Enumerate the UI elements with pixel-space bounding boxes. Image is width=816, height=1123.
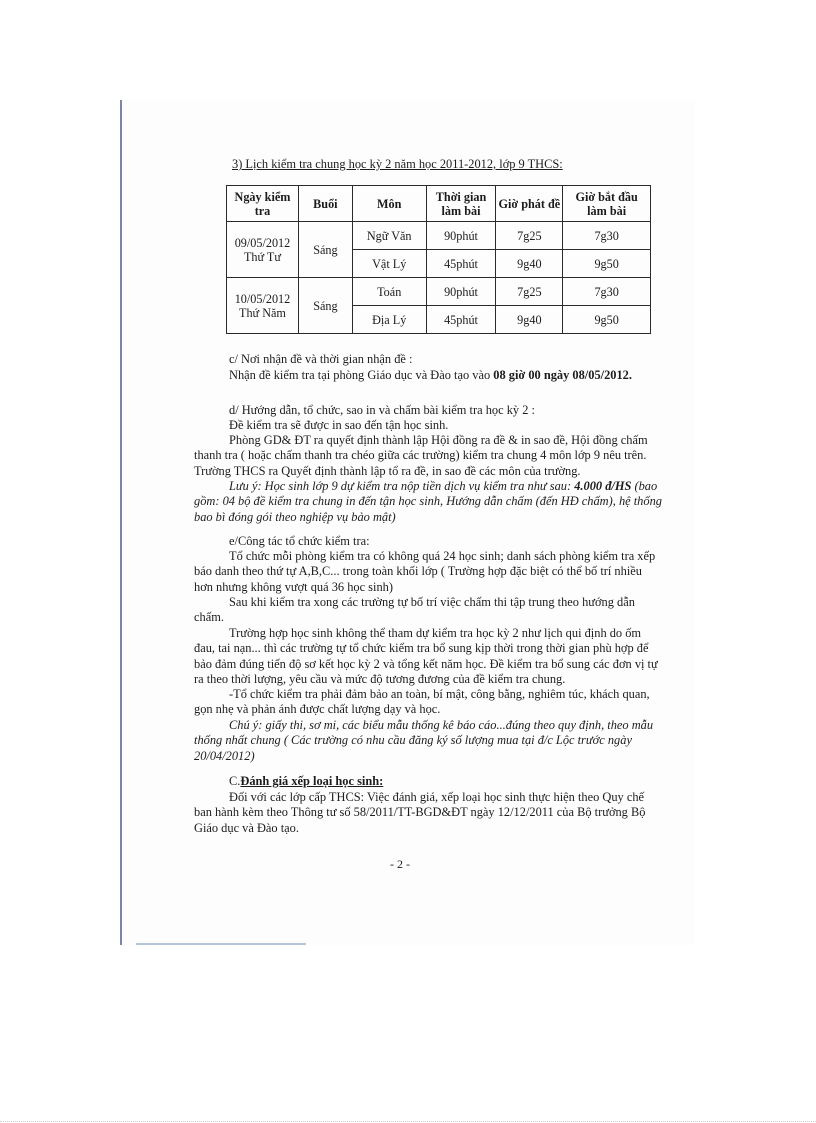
start-cell: 9g50 bbox=[563, 250, 651, 278]
date-value: 10/05/2012 bbox=[234, 291, 291, 306]
section-c2-prefix: C. bbox=[229, 774, 241, 788]
subject-cell: Toán bbox=[352, 278, 426, 306]
col-header-subject: Môn bbox=[352, 186, 426, 222]
section-d-heading: d/ Hướng dẫn, tổ chức, sao in và chấm bài kiểm tra học kỳ 2 : bbox=[229, 403, 535, 417]
date-cell bbox=[227, 222, 299, 278]
col-header-handout: Giờ phát đề bbox=[496, 186, 563, 222]
start-cell: 9g50 bbox=[563, 306, 651, 334]
section-e-p1: Tổ chức mỗi phòng kiểm tra có không quá 24 học sinh; danh sách phòng kiểm tra xếp báo danh theo thứ tự A,B,C... trong toàn khối lớp ( Trường hợp đặc biệt có thể bố trí nhiều hơn nhưng không vượt quá 36 học sinh) bbox=[194, 549, 656, 594]
section-e-heading: e/Công tác tổ chức kiểm tra: bbox=[229, 534, 370, 548]
section-d-paragraph: Phòng GD& ĐT ra quyết định thành lập Hội đồng ra đề & in sao đề, Hội đồng chấm thanh tra ( hoặc chấm thanh tra chéo giữa các trường) kiểm tra chung 4 môn lớp 9 nêu trên. Trường THCS ra Quyết định thành lập tổ ra đề, in sao đề các môn của trường. bbox=[194, 433, 648, 478]
section-e-note: Chú ý: giấy thi, sơ mi, các biểu mẫu thống kê báo cáo...đúng theo quy định, theo mẫu thống nhất chung ( Các trường có nhu cầu đăng ký số lượng mua tại đ/c Lộc trước ngày 20/04/2012) bbox=[194, 718, 654, 763]
date-cell bbox=[227, 278, 299, 334]
page-number: - 2 - bbox=[390, 857, 410, 871]
weekday-value: Thứ Tư bbox=[243, 249, 281, 264]
start-cell: 7g30 bbox=[563, 222, 651, 250]
section-c2-heading bbox=[229, 774, 659, 789]
section-d-note bbox=[194, 479, 662, 525]
bottom-dotted-line bbox=[0, 1121, 816, 1122]
table-row bbox=[227, 278, 651, 306]
section-e-p2: Sau khi kiểm tra xong các trường tự bố trí việc chấm thi tập trung theo hướng dẫn chấm. bbox=[194, 595, 635, 625]
section-e-p4: -Tổ chức kiểm tra phải đảm bảo an toàn, bí mật, công bằng, nghiêm túc, khách quan, gọn nhẹ và phản ánh được chất lượng dạy và học. bbox=[194, 687, 650, 717]
col-header-start: Giờ bắt đầu làm bài bbox=[563, 186, 651, 222]
section-c-heading: c/ Nơi nhận đề và thời gian nhận đề : bbox=[229, 352, 413, 366]
section-e-p3: Trường hợp học sinh không thể tham dự kiểm tra học kỳ 2 như lịch qui định do ốm đau, tai nạn... thì các trường tự tổ chức kiểm tra bổ sung kịp thời trong thời gian phù hợp để bảo đảm đúng tiến độ sơ kết học kỳ 2 và tổng kết năm học. Đề kiểm tra bổ sung các đơn vị tự ra theo thời lượng, yêu cầu và mức độ tương đương của đề kiểm tra chung. bbox=[194, 626, 658, 686]
section-c-text-bold: 08 giờ 00 ngày 08/05/2012. bbox=[493, 368, 632, 382]
duration-cell: 90phút bbox=[426, 222, 496, 250]
start-cell: 7g30 bbox=[563, 278, 651, 306]
col-header-date: Ngày kiểm tra bbox=[227, 186, 299, 222]
page-edge-bottom bbox=[136, 943, 306, 945]
session-cell: Sáng bbox=[298, 222, 352, 278]
duration-cell: 45phút bbox=[426, 306, 496, 334]
section-c-text-plain: Nhận đề kiểm tra tại phòng Giáo dục và Đào tạo vào bbox=[229, 368, 494, 382]
handout-cell: 9g40 bbox=[496, 250, 563, 278]
section-c2-p1: Đối với các lớp cấp THCS: Việc đánh giá, xếp loại học sinh thực hiện theo Quy chế ban hành kèm theo Thông tư số 58/2011/TT-BGD&ĐT ngày 12/12/2011 của Bộ trưởng Bộ Giáo dục và Đào tạo. bbox=[194, 790, 646, 835]
section-d-note-rest: (bao gồm: 04 bộ đề kiểm tra chung in đến tận học sinh, Hướng dẫn chấm (đến HĐ chấm), hệ thống bao bì đóng gói theo nghiệp vụ bảo mật) bbox=[194, 479, 662, 524]
table-row bbox=[227, 222, 651, 250]
handout-cell: 9g40 bbox=[496, 306, 563, 334]
page-edge-left bbox=[120, 100, 122, 945]
section-d-note-plain: Lưu ý: Học sinh lớp 9 dự kiểm tra nộp tiền dịch vụ kiểm tra như sau: bbox=[229, 479, 575, 493]
subject-cell: Vật Lý bbox=[352, 250, 426, 278]
section-c-text bbox=[229, 368, 669, 383]
section-d-note-bold: 4.000 đ/HS bbox=[574, 479, 632, 493]
duration-cell: 90phút bbox=[426, 278, 496, 306]
col-header-session: Buổi bbox=[298, 186, 352, 222]
section-d-line1: Đề kiểm tra sẽ được in sao đến tận học sinh. bbox=[229, 418, 449, 432]
schedule-title: 3) Lịch kiểm tra chung học kỳ 2 năm học 2011-2012, lớp 9 THCS: bbox=[232, 157, 563, 171]
weekday-value: Thứ Năm bbox=[239, 305, 286, 320]
handout-cell: 7g25 bbox=[496, 278, 563, 306]
col-header-duration: Thời gian làm bài bbox=[426, 186, 496, 222]
table-header-row bbox=[227, 186, 651, 222]
subject-cell: Địa Lý bbox=[352, 306, 426, 334]
handout-cell: 7g25 bbox=[496, 222, 563, 250]
subject-cell: Ngữ Văn bbox=[352, 222, 426, 250]
session-cell: Sáng bbox=[298, 278, 352, 334]
exam-schedule-table bbox=[226, 185, 651, 334]
duration-cell: 45phút bbox=[426, 250, 496, 278]
section-c2-title: Đánh giá xếp loại học sinh: bbox=[240, 774, 384, 788]
date-value: 09/05/2012 bbox=[234, 235, 291, 250]
